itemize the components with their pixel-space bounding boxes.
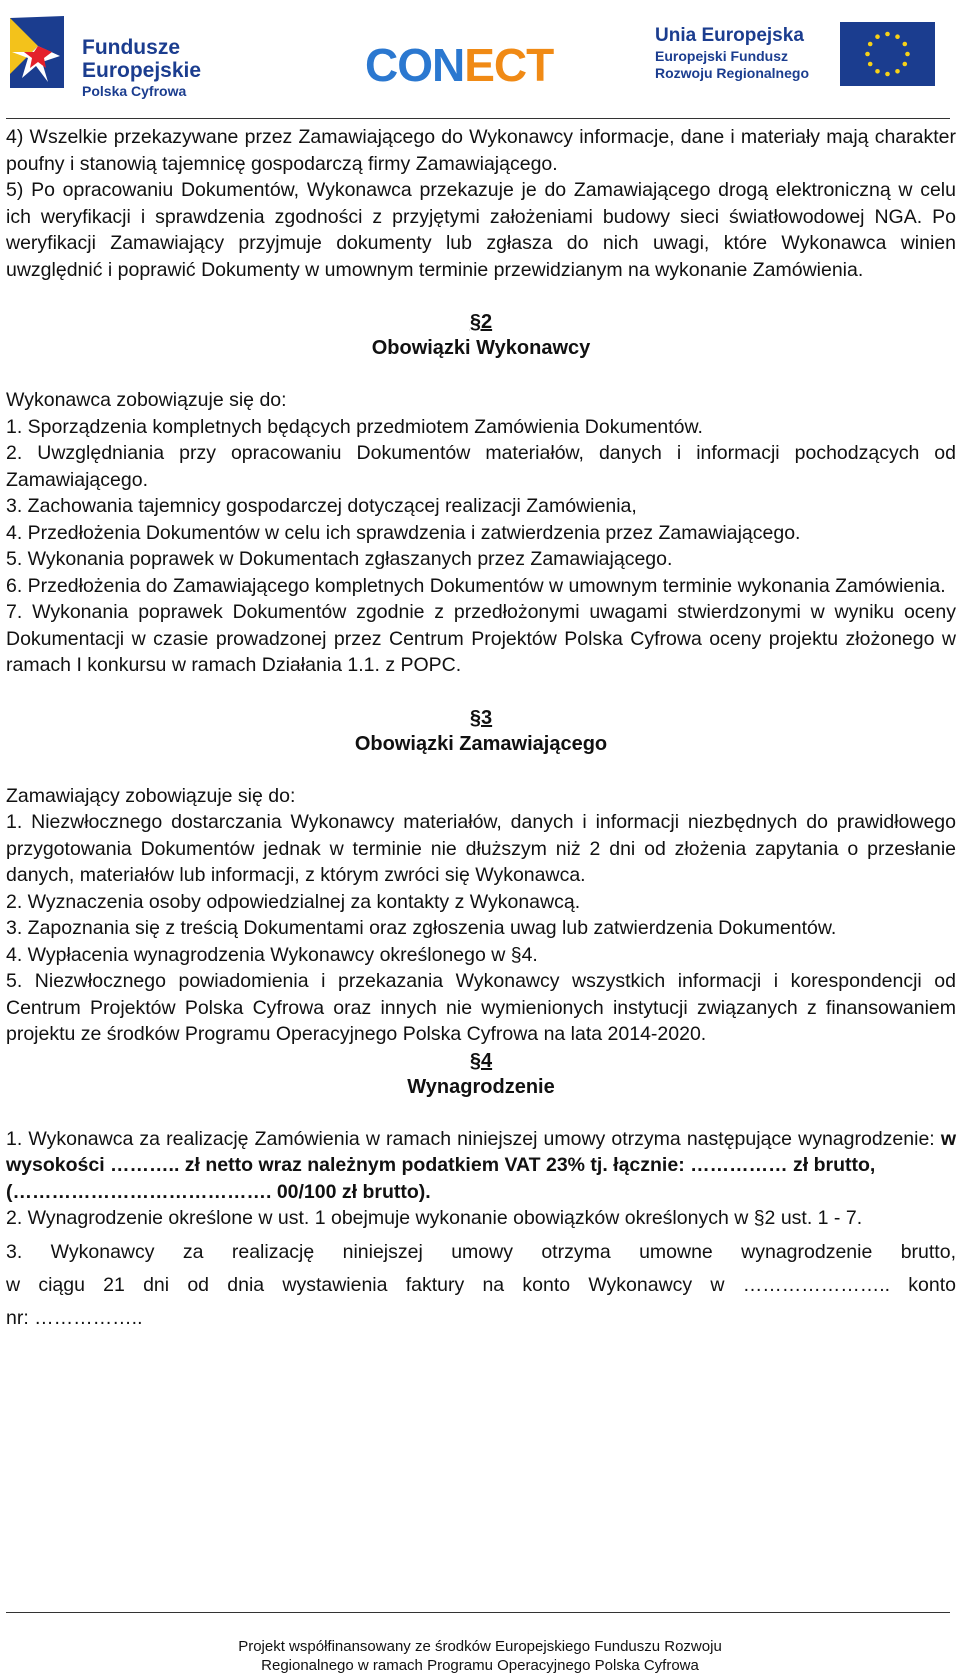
fe-logo-line3: Polska Cyfrowa bbox=[82, 83, 187, 99]
section-2-item: 4. Przedłożenia Dokumentów w celu ich sprawdzenia i zatwierdzenia przez Zamawiającego. bbox=[6, 521, 801, 544]
section-2-title: Obowiązki Wykonawcy bbox=[371, 337, 591, 359]
section-4-item-1-text: 1. Wykonawca za realizację Zamówienia w ramach niniejszej umowy otrzyma następujące wynagrodzenie: bbox=[6, 1127, 941, 1150]
page-footer bbox=[0, 1637, 960, 1675]
section-2-item: 7. Wykonania poprawek Dokumentów zgodnie z przedłożonymi uwagami stwierdzonymi w wyniku oceny Dokumentacji w czasie prowadzonej przez Centrum Projektów Polska Cyfrowa oceny projektu złożonego w ramach I konkursu w ramach Działania 1.1. z POPC. bbox=[6, 601, 956, 676]
fe-logo-line2: Europejskie bbox=[82, 59, 202, 82]
section-3-item: 3. Zapoznania się z treścią Dokumentami oraz zgłoszenia uwag lub zatwierdzenia Dokumentów. bbox=[6, 917, 837, 939]
section-2-item: 6. Przedłożenia do Zamawiającego kompletnych Dokumentów w umownym terminie wykonania Zamówienia. bbox=[6, 574, 946, 597]
ue-logo-sub1: Europejski Fundusz bbox=[655, 48, 789, 64]
section-3-item: 4. Wypłacenia wynagrodzenia Wykonawcy określonego w §4. bbox=[6, 943, 538, 966]
section-2-number bbox=[6, 309, 956, 335]
fe-logo-text bbox=[82, 36, 201, 101]
section-4-title: Wynagrodzenie bbox=[407, 1075, 555, 1098]
section-3-number bbox=[6, 705, 956, 731]
document-body bbox=[6, 124, 956, 1338]
section-3-item: 2. Wyznaczenia osoby odpowiedzialnej za kontakty z Wykonawcą. bbox=[6, 890, 581, 913]
section-3-sign: §3 bbox=[469, 706, 493, 729]
section-4-sign: §4 bbox=[469, 1049, 493, 1072]
ue-logo-title: Unia Europejska bbox=[655, 25, 804, 46]
section-4-item-1 bbox=[6, 1126, 956, 1179]
fe-star-icon bbox=[8, 12, 66, 90]
ue-logo-sub2: Rozwoju Regionalnego bbox=[655, 65, 809, 81]
section-2-item: 3. Zachowania tajemnicy gospodarczej dotyczącej realizacji Zamówienia, bbox=[6, 495, 637, 517]
section-4-item-3-line-1: 3. Wykonawcy za realizację niniejszej umowy otrzyma umowne wynagrodzenie brutto, bbox=[6, 1240, 956, 1263]
fundusze-europejskie-logo bbox=[8, 12, 218, 99]
fe-logo-line1: Fundusze bbox=[82, 36, 180, 59]
intro-paragraph-4: 4) Wszelkie przekazywane przez Zamawiającego do Wykonawcy informacje, dane i materiały mają charakter poufny i stanowią tajemnicę gospodarczą firmy Zamawiającego. bbox=[6, 126, 956, 175]
conect-logo-part2: ECT bbox=[464, 39, 554, 91]
section-3-item: 1. Niezwłocznego dostarczania Wykonawcy materiałów, danych i informacji niezbędnych do prawidłowego przygotowania Dokumentów jednak w terminie nie dłuższym niż 2 dni od złożenia zapytania o przesłanie danych, materiałów lub informacji, z którym zwróci się Wykonawca. bbox=[6, 811, 956, 886]
section-2-item: 1. Sporządzenia kompletnych będących przedmiotem Zamówienia Dokumentów. bbox=[6, 415, 703, 438]
section-3-title: Obowiązki Zamawiającego bbox=[354, 732, 608, 755]
footer-line-1: Projekt współfinansowany ze środków Europejskiego Funduszu Rozwoju bbox=[238, 1638, 722, 1655]
section-4-item-1-amount: w wysokości ……….. zł netto wraz należnym podatkiem VAT 23% tj. łącznie: …………… zł brutto, bbox=[6, 1127, 956, 1176]
unia-europejska-logo bbox=[655, 20, 945, 90]
footer-divider bbox=[6, 1612, 950, 1613]
eu-flag-icon bbox=[840, 22, 935, 86]
section-2-item: 5. Wykonania poprawek w Dokumentach zgłaszanych przez Zamawiającego. bbox=[6, 548, 673, 570]
section-2-item: 2. Uwzględniania przy opracowaniu Dokumentów materiałów, danych i informacji pochodzących od Zamawiającego. bbox=[6, 442, 956, 491]
conect-logo bbox=[365, 38, 553, 92]
conect-logo-part1: CON bbox=[365, 39, 465, 91]
ue-logo-text bbox=[655, 24, 809, 82]
section-4-number bbox=[6, 1048, 956, 1074]
header-divider bbox=[6, 118, 950, 119]
section-2-sign: §2 bbox=[469, 311, 493, 333]
section-4-item-3-line-3: nr: …………….. bbox=[6, 1307, 143, 1329]
section-4-item-1-words: (…………………………………. 00/100 zł brutto). bbox=[6, 1180, 431, 1203]
page-header bbox=[0, 0, 960, 110]
section-4-item-3-line-2: w ciągu 21 dni od dnia wystawienia faktury na konto Wykonawcy w ………………….. konto bbox=[6, 1273, 956, 1296]
footer-line-2: Regionalnego w ramach Programu Operacyjnego Polska Cyfrowa bbox=[261, 1657, 699, 1674]
intro-paragraph-5: 5) Po opracowaniu Dokumentów, Wykonawca przekazuje je do Zamawiającego drogą elektroniczną w celu ich weryfikacji i sprawdzenia zgodności z przyjętymi założeniami budowy sieci światłowodowej NGA. Po weryfikacji Zamawiający przyjmuje dokumenty lub zgłasza do nich uwagi, które Wykonawca winien uwzględnić i poprawić Dokumenty w umownym terminie przewidzianym na wykonanie Zamówienia. bbox=[6, 179, 956, 281]
section-3-item: 5. Niezwłocznego powiadomienia i przekazania Wykonawcy wszystkich informacji i korespondencji od Centrum Projektów Polska Cyfrowa oraz innych nie wymienionych instytucji związanych z finansowaniem projektu ze środków Programu Operacyjnego Polska Cyfrowa na lata 2014-2020. bbox=[6, 970, 956, 1045]
section-2-lead: Wykonawca zobowiązuje się do: bbox=[6, 389, 287, 411]
section-4-item-2: 2. Wynagrodzenie określone w ust. 1 obejmuje wykonanie obowiązków określonych w §2 ust. 1 - 7. bbox=[6, 1207, 863, 1229]
section-3-lead: Zamawiający zobowiązuje się do: bbox=[6, 784, 296, 807]
